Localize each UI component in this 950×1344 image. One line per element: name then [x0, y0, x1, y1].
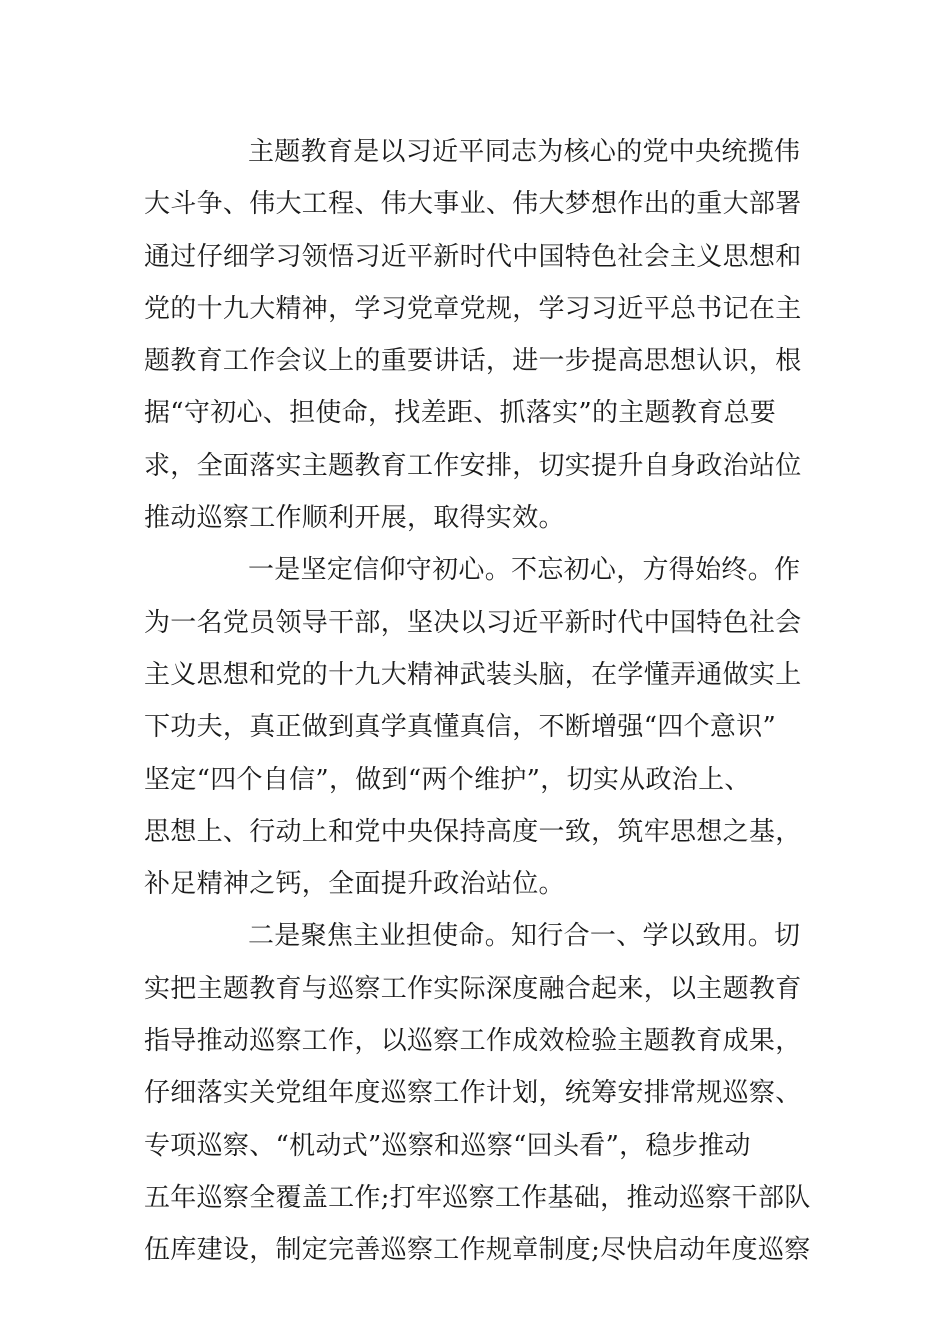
paragraph-line: 思想上、行动上和党中央保持高度一致，筑牢思想之基，	[144, 816, 802, 847]
paragraph-line: 为一名党员领导干部，坚决以习近平新时代中国特色社会	[144, 607, 802, 638]
paragraph-line: 推动巡察工作顺利开展，取得实效。	[144, 503, 565, 534]
paragraph-line: 大斗争、伟大工程、伟大事业、伟大梦想作出的重大部署	[144, 189, 802, 220]
paragraph-line: 党的十九大精神，学习党章党规，学习习近平总书记在主	[144, 293, 802, 324]
paragraph-line: 主义思想和党的十九大精神武装头脑，在学懂弄通做实上	[144, 659, 802, 690]
paragraph-line: 实把主题教育与巡察工作实际深度融合起来，以主题教育	[144, 973, 802, 1004]
document-page	[144, 126, 811, 1277]
paragraph-line: 专项巡察、“机动式”巡察和巡察“回头看”，稳步推动	[144, 1130, 751, 1161]
paragraph-line: 主题教育是以习近平同志为核心的党中央统揽伟	[248, 137, 801, 167]
paragraph-line: 题教育工作会议上的重要讲话，进一步提高思想认识，根	[144, 346, 802, 377]
paragraph-line: 通过仔细学习领悟习近平新时代中国特色社会主义思想和	[144, 241, 802, 272]
paragraph-line: 指导推动巡察工作，以巡察工作成效检验主题教育成果，	[144, 1026, 802, 1057]
paragraph-line: 坚定“四个自信”，做到“两个维护”，切实从政治上、	[144, 764, 751, 795]
paragraph-line: 补足精神之钙，全面提升政治站位。	[144, 869, 565, 900]
paragraph-line: 据“守初心、担使命，找差距、抓落实”的主题教育总要	[144, 398, 777, 429]
paragraph-line: 二是聚焦主业担使命。知行合一、学以致用。切	[248, 921, 801, 952]
paragraph-intro	[144, 126, 808, 544]
paragraph-line: 五年巡察全覆盖工作;打牢巡察工作基础，推动巡察干部队	[144, 1182, 811, 1213]
paragraph-line: 伍库建设，制定完善巡察工作规章制度;尽快启动年度巡察	[144, 1235, 811, 1266]
paragraph-line: 仔细落实关党组年度巡察工作计划，统筹安排常规巡察、	[144, 1078, 802, 1109]
paragraph-line: 下功夫，真正做到真学真懂真信，不断增强“四个意识”	[144, 712, 777, 743]
paragraph-line: 一是坚定信仰守初心。不忘初心，方得始终。作	[248, 555, 801, 586]
paragraph-line: 求，全面落实主题教育工作安排，切实提升自身政治站位	[144, 450, 802, 481]
paragraph-point-two	[144, 910, 811, 1276]
paragraph-point-one	[144, 544, 808, 910]
